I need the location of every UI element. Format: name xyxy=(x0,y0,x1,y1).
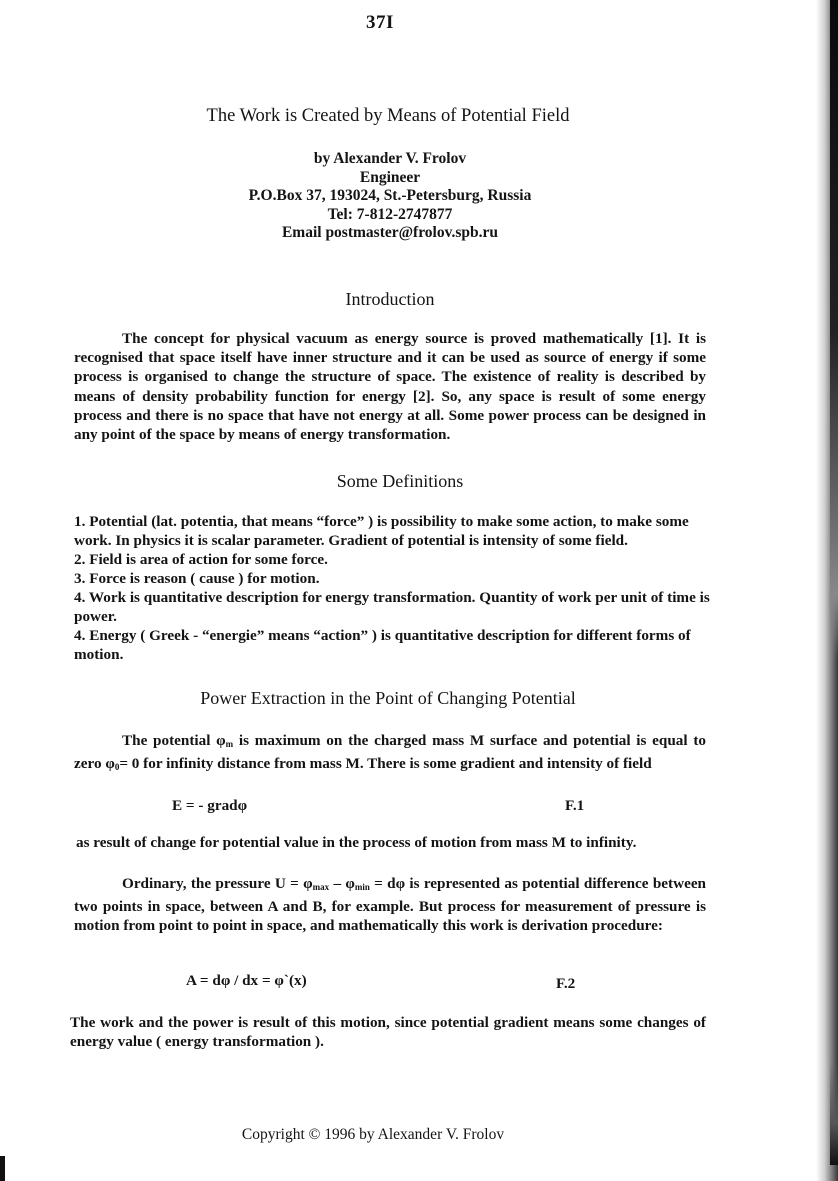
definition-item: 3. Force is reason ( cause ) for motion. xyxy=(74,570,320,587)
author-email: Email postmaster@frolov.spb.ru xyxy=(281,224,499,242)
introduction-paragraph xyxy=(74,329,706,444)
scan-edge-dark-bottom xyxy=(830,1060,838,1165)
power-paragraph-1: The potential $\varphi_m$ is maximum on the charged mass M surface and potential is equal to zero $\varphi_0= 0$ for infinity distance from mass M. There is some gradient and intensity of field xyxy=(74,732,707,773)
author-byline: by Alexander V. Frolov xyxy=(313,150,467,167)
scan-edge-dark-top xyxy=(830,0,838,660)
formula-f2-label: F.2 xyxy=(556,975,576,992)
author-block xyxy=(0,150,780,243)
definition-item: 4. Work is quantitative description for energy transformation. Quantity of work per unit of time is power. xyxy=(74,589,710,625)
section-heading-power-extraction: Power Extraction in the Point of Changing Potential xyxy=(200,688,576,708)
page-number: 37I xyxy=(366,12,394,33)
section-heading-definitions: Some Definitions xyxy=(336,471,464,491)
definition-item: 1. Potential (lat. potentia, that means “force” ) is possibility to make some action, to make some work. In physics it is scalar parameter. Gradient of potential is intensity of some field. xyxy=(74,513,689,549)
power-paragraph-2: as result of change for potential value in the process of motion from mass M to infinity. xyxy=(76,834,637,851)
definition-item: 2. Field is area of action for some force. xyxy=(74,551,328,568)
introduction-text: The concept for physical vacuum as energy source is proved mathematically [1]. It is recognised that space itself have inner structure and it can be used as source of energy if some process is organised to change the structure of space. The existence of reality is described by means of density probability function for energy [2]. So, any space is result of some energy process and there is no space that have not energy at all. Some power process can be designed in any point of the space by means of energy transformation. xyxy=(74,330,706,444)
formula-f1-label: F.1 xyxy=(565,797,585,814)
definitions-list xyxy=(74,512,714,664)
scan-edge-left-mark xyxy=(0,1156,5,1181)
power-paragraph-3: Ordinary, the pressure $U = \varphi_{max} - \varphi_{min} = d\varphi$ is represented as potential difference between two points in space, between A and B, for example. But process for measurement of pressure is motion from point to point in space, and mathematically this work is derivation procedure: xyxy=(74,875,707,935)
author-address: P.O.Box 37, 193024, St.-Petersburg, Russia xyxy=(248,187,532,205)
author-role: Engineer xyxy=(359,168,421,186)
section-heading-introduction: Introduction xyxy=(345,289,435,309)
copyright-footer: Copyright © 1996 by Alexander V. Frolov xyxy=(241,1126,505,1143)
definition-item: 4. Energy ( Greek - “energie” means “action” ) is quantitative description for different forms of motion. xyxy=(74,627,691,663)
formula-f2: A = dφ / dx = φ`(x) xyxy=(186,972,307,989)
formula-f1: E = - gradφ xyxy=(172,797,248,814)
author-tel: Tel: 7-812-2747877 xyxy=(327,205,453,223)
power-paragraph-4: The work and the power is result of this motion, since potential gradient means some changes of energy value ( energy transformation ). xyxy=(70,1014,706,1051)
document-title: The Work is Created by Means of Potential Field xyxy=(206,106,570,126)
